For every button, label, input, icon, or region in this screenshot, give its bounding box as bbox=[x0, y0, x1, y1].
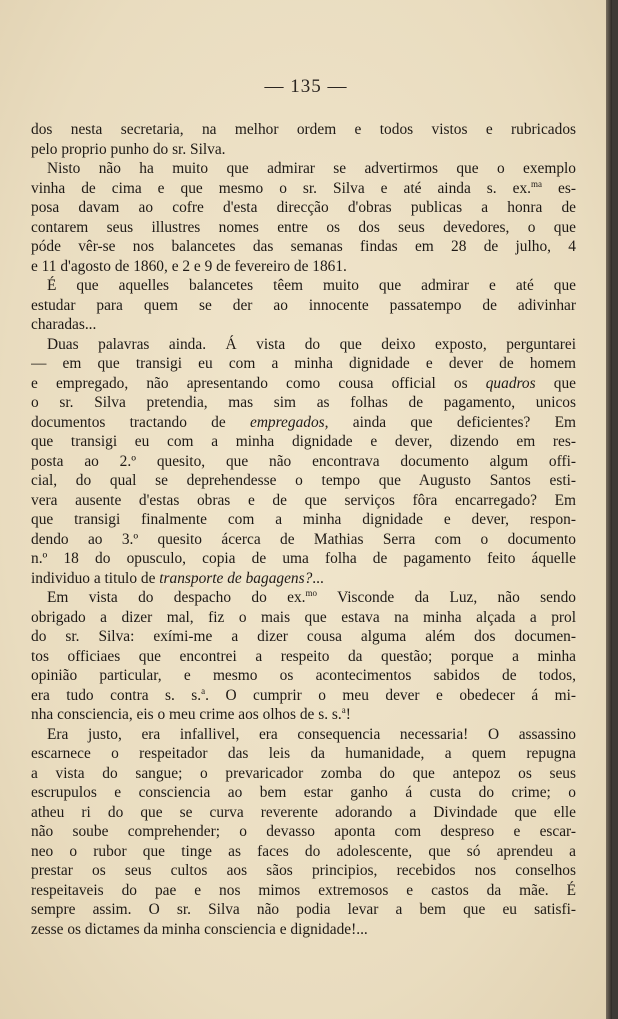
text-run: que transigi eu com a minha dignidade e dever, dizendo em res- bbox=[31, 433, 576, 450]
italic-text: quadros bbox=[485, 374, 536, 392]
text-line bbox=[31, 218, 576, 238]
page-number: — 135 — bbox=[264, 76, 348, 97]
text-line bbox=[31, 530, 576, 550]
text-line bbox=[31, 413, 576, 433]
text-run: opinião particular, e mesmo os acontecimentos sabidos de todos, bbox=[31, 667, 576, 684]
paragraph bbox=[31, 725, 576, 940]
text-run: es- bbox=[542, 179, 576, 197]
text-line bbox=[31, 257, 576, 277]
text-line bbox=[31, 491, 576, 511]
text-run: neo o rubor que tinge as faces do adolescente, que só aprendeu a bbox=[31, 842, 576, 860]
text-line bbox=[31, 276, 576, 296]
text-run: que bbox=[535, 374, 576, 392]
superscript: mo bbox=[305, 588, 318, 598]
text-line bbox=[31, 881, 576, 901]
text-line bbox=[31, 920, 576, 940]
text-run: a vista do sangue; o prevaricador zomba do que antepoz os seus bbox=[31, 764, 576, 782]
text-run: Nisto não ha muito que admirar se advertirmos que o exemplo bbox=[47, 160, 576, 177]
text-run: dendo ao 3.º quesito ácerca de Mathias Serra com o documento bbox=[31, 530, 576, 548]
text-line bbox=[31, 608, 576, 628]
paragraph bbox=[31, 588, 576, 725]
text-line bbox=[31, 744, 576, 764]
text-line bbox=[31, 374, 576, 394]
italic-text: empregados, bbox=[249, 413, 329, 431]
text-run: era tudo contra s. s. bbox=[31, 686, 202, 704]
text-run: contarem seus illustres nomes entre os dos seus devedores, o que bbox=[31, 218, 576, 236]
text-run: Em vista do despacho do ex. bbox=[47, 589, 306, 606]
text-run: zesse os dictames da minha consciencia e dignidade!... bbox=[31, 920, 368, 938]
text-line bbox=[31, 569, 576, 589]
paragraph bbox=[31, 120, 576, 159]
text-line bbox=[31, 140, 576, 160]
text-line bbox=[31, 393, 576, 413]
italic-text: transporte de bagagens? bbox=[159, 569, 313, 587]
text-run: vinha de cima e que mesmo o sr. Silva e até ainda s. ex. bbox=[31, 179, 532, 197]
text-line bbox=[31, 588, 576, 608]
text-line bbox=[31, 120, 576, 140]
text-line bbox=[31, 354, 576, 374]
text-run: do sr. Silva: exími-me a dizer cousa alguma além dos documen- bbox=[31, 628, 576, 645]
text-line bbox=[31, 842, 576, 862]
text-run: — em que transigi eu com a minha dignidade e dever de homem bbox=[31, 355, 576, 372]
paragraph bbox=[31, 335, 576, 589]
text-run: Duas palavras ainda. Á vista do que deixo exposto, perguntarei bbox=[47, 335, 576, 353]
text-run: n.º 18 do opusculo, copia de uma folha de pagamento feito áquelle bbox=[31, 550, 576, 567]
text-line bbox=[31, 764, 576, 784]
text-run: o sr. Silva pretendia, mas sim as folhas de pagamento, unicos bbox=[31, 394, 576, 411]
text-run: posa davam ao cofre d'esta direcção d'obras publicas a honra de bbox=[31, 199, 576, 216]
text-line bbox=[31, 549, 576, 569]
body-text bbox=[31, 120, 576, 939]
text-run: ! bbox=[345, 706, 351, 723]
superscript: a bbox=[341, 705, 346, 715]
text-line bbox=[31, 822, 576, 842]
text-line bbox=[31, 179, 576, 199]
superscript: ma bbox=[531, 178, 543, 189]
text-run: ainda que deficientes? Em bbox=[328, 413, 576, 431]
text-run: É que aquelles balancetes têem muito que admirar e até que bbox=[47, 277, 576, 294]
text-line bbox=[31, 452, 576, 472]
text-run: póde vêr-se nos balancetes das semanas findas em 28 de julho, 4 bbox=[31, 238, 576, 255]
text-line bbox=[31, 627, 576, 647]
text-run: ... bbox=[312, 569, 324, 587]
text-run: . O cumprir o meu dever e obedecer á mi- bbox=[205, 686, 576, 704]
text-line bbox=[31, 315, 576, 335]
text-run: vera ausente d'estas obras e de que serviços fôra encarregado? Em bbox=[31, 491, 576, 509]
text-line bbox=[31, 198, 576, 218]
text-line bbox=[31, 432, 576, 452]
text-line bbox=[31, 666, 576, 686]
text-run: charadas... bbox=[31, 316, 97, 333]
text-line bbox=[31, 296, 576, 316]
text-line bbox=[31, 803, 576, 823]
superscript: a bbox=[201, 685, 206, 696]
text-line bbox=[31, 237, 576, 257]
text-line bbox=[31, 725, 576, 745]
text-line bbox=[31, 686, 576, 706]
text-run: individuo a titulo de bbox=[31, 569, 160, 587]
text-line bbox=[31, 783, 576, 803]
text-line bbox=[31, 861, 576, 881]
text-run: não soube comprehender; o devasso aponta com despreso e escar- bbox=[31, 823, 576, 840]
text-run: estudar para quem se der ao innocente passatempo de adivinhar bbox=[31, 296, 576, 314]
page-edge-shadow bbox=[606, 0, 612, 1019]
text-line bbox=[31, 900, 576, 920]
text-run: obrigado a dizer mal, fiz o mais que estava na minha alçada a prol bbox=[31, 608, 576, 626]
text-run: e empregado, não apresentando como cousa official os bbox=[31, 374, 486, 392]
text-run: cial, do qual se deprehendesse o tempo que Augusto Santos esti- bbox=[31, 472, 576, 489]
text-line bbox=[31, 510, 576, 530]
text-run: escrupulos e consciencia ao bem estar ganho á custa do crime; o bbox=[31, 784, 576, 801]
text-run: nha consciencia, eis o meu crime aos olhos de s. s. bbox=[31, 706, 342, 723]
text-run: atheu ri do que se curva reverente adorando a Divindade que elle bbox=[31, 803, 576, 821]
text-run: Era justo, era infallivel, era consequencia necessaria! O assassino bbox=[47, 725, 576, 743]
text-run: dos nesta secretaria, na melhor ordem e todos vistos e rubricados bbox=[31, 121, 576, 138]
paragraph bbox=[31, 159, 576, 276]
text-line bbox=[31, 647, 576, 667]
text-run: sempre assim. O sr. Silva não podia levar a bem que eu satisfi- bbox=[31, 901, 576, 918]
text-run: documentos tractando de bbox=[31, 413, 250, 431]
text-run: prestar os seus cultos aos sãos principios, recebidos nos conselhos bbox=[31, 862, 576, 879]
text-run: e 11 d'agosto de 1860, e 2 e 9 de fevereiro de 1861. bbox=[31, 257, 347, 275]
text-run: respeitaveis do pae e nos mimos extremosos e castos da mãe. É bbox=[31, 881, 576, 899]
text-line bbox=[31, 159, 576, 179]
text-run: pelo proprio punho do sr. Silva. bbox=[31, 140, 226, 158]
text-line bbox=[31, 471, 576, 491]
paragraph bbox=[31, 276, 576, 335]
text-run: escarnece o respeitador das leis da humanidade, a quem repugna bbox=[31, 745, 576, 762]
text-line bbox=[31, 705, 576, 725]
text-run: Visconde da Luz, não sendo bbox=[317, 589, 576, 606]
text-line bbox=[31, 335, 576, 355]
text-run: posta ao 2.º quesito, que não encontrava documento algum offi- bbox=[31, 452, 576, 470]
text-run: tos officiaes que encontrei a respeito da questão; porque a minha bbox=[31, 647, 576, 665]
text-run: que transigi finalmente com a minha dignidade e dever, respon- bbox=[31, 511, 576, 528]
